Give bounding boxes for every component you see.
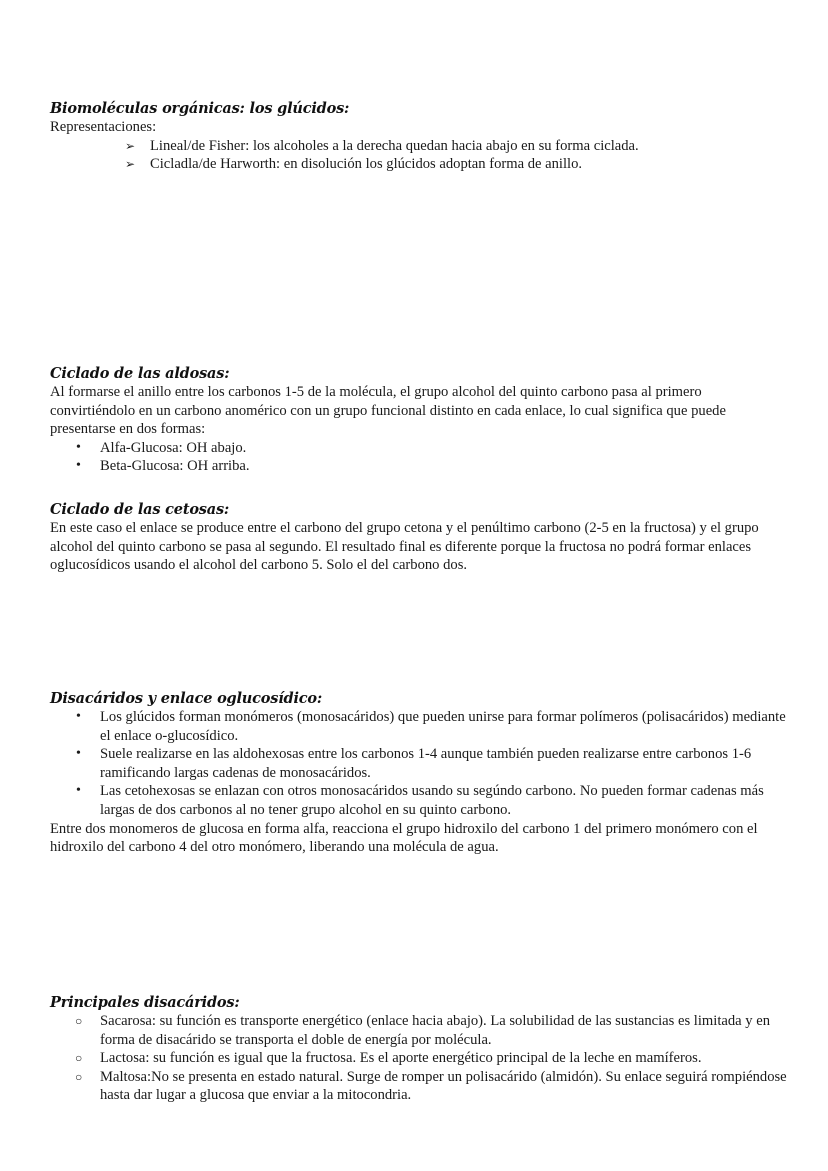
bullet-dot-icon: • — [76, 783, 81, 799]
arrow-bullet-icon: ➢ — [125, 138, 136, 153]
list-item: ○ Sacarosa: su función es transporte energético (enlace hacia abajo). La solubilidad de las sustancias es limitada y en forma de disacárido se transporta el doble de energía por molécula. — [75, 1013, 770, 1048]
section-aldosas — [50, 364, 790, 476]
principales-list — [50, 1012, 790, 1105]
list-item: • Suele realizarse en las aldohexosas entre los carbonos 1-4 aunque también pueden realizarse entre carbonos 1-6 ramificando largas cadenas de monosacáridos. — [76, 746, 752, 781]
paragraph-cetosas: En este caso el enlace se produce entre el carbono del grupo cetona y el penúltimo carbono (2-5 en la fructosa) y el grupo alcohol del quinto carbono se pasa al segundo. El resultado final es diferente porque la fructosa no podrá formar enlaces oglucosídicos usando el alcohol del carbono 5. Solo el del carbono dos. — [50, 520, 759, 574]
section-biomoleculas — [50, 99, 790, 174]
list-item: • Los glúcidos forman monómeros (monosacáridos) que pueden unirse para formar polímeros (polisacáridos) mediante el enlace o-glucosídico. — [76, 709, 786, 744]
heading-cetosas: Ciclado de las cetosas: — [50, 501, 230, 518]
section-cetosas — [50, 500, 790, 575]
list-item: • Beta-Glucosa: OH arriba. — [76, 458, 250, 475]
bullet-dot-icon: • — [76, 439, 81, 455]
bullet-dot-icon: • — [76, 709, 81, 724]
section-disacaridos — [50, 689, 790, 857]
intro-representaciones: Representaciones: — [50, 119, 157, 135]
list-item: • Las cetohexosas se enlazan con otros monosacáridos usando su segúndo carbono. No pueden formar cadenas más largas de dos carbonos al no tener grupo alcohol en su quinto carbono. — [76, 783, 764, 818]
bullet-circle-icon: ○ — [75, 1014, 83, 1028]
heading-aldosas: Ciclado de las aldosas: — [50, 365, 230, 382]
bullet-dot-icon: • — [76, 458, 81, 474]
bullet-dot-icon: • — [76, 746, 81, 762]
list-item: ○ Maltosa:No se presenta en estado natural. Surge de romper un polisacárido (almidón). Su enlace seguirá rompiéndose hasta dar lugar a glucosa que enviar a la mitocondria. — [75, 1068, 787, 1104]
bullet-circle-icon: ○ — [75, 1051, 83, 1066]
heading-biomoleculas: Biomoléculas orgánicas: los glúcidos: — [50, 100, 350, 117]
aldosas-forms-list — [50, 439, 790, 476]
list-item: • Alfa-Glucosa: OH abajo. — [76, 439, 247, 456]
list-item: ○ Lactosa: su función es igual que la fructosa. Es el aporte energético principal de la leche en mamíferos. — [75, 1050, 702, 1067]
heading-disacaridos: Disacáridos y enlace oglucosídico: — [50, 690, 323, 707]
bullet-circle-icon: ○ — [75, 1069, 83, 1084]
representaciones-list — [50, 137, 790, 174]
list-item: ➢ Lineal/de Fisher: los alcoholes a la derecha quedan hacia abajo en su forma ciclada. — [125, 137, 639, 154]
arrow-bullet-icon: ➢ — [125, 157, 136, 172]
paragraph-disacaridos: Entre dos monomeros de glucosa en forma alfa, reacciona el grupo hidroxilo del carbono 1 del primero monómero con el hidroxilo del carbono 4 del otro monómero, liberando una molécula de agua. — [50, 820, 758, 856]
heading-principales: Principales disacáridos: — [50, 994, 240, 1011]
list-item: ➢ Cicladla/de Harworth: en disolución los glúcidos adoptan forma de anillo. — [125, 156, 583, 173]
paragraph-aldosas: Al formarse el anillo entre los carbonos 1-5 de la molécula, el grupo alcohol del quinto carbono pasa al primero convirtiéndolo en un carbono anomérico con un grupo funcional distinto en cada enlace, lo cual significa que puede presentarse en dos formas: — [50, 384, 726, 438]
section-principales — [50, 993, 790, 1105]
disacaridos-list — [50, 708, 790, 820]
